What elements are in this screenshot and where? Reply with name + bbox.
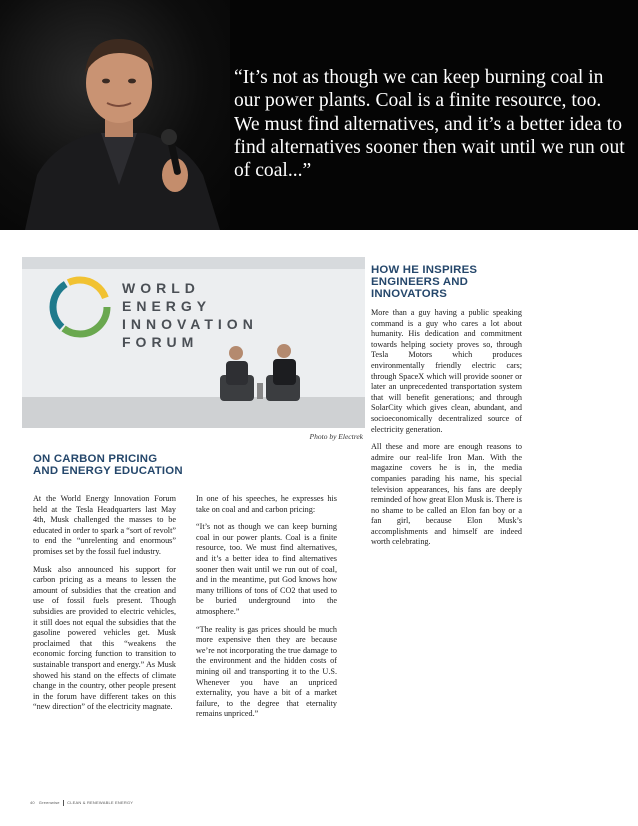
logo-line-1: WORLD	[122, 280, 200, 296]
hero-quote: “It’s not as though we can keep burning coal in our power plants. Coal is a finite resource, too. We must find alternatives, and it’s a better idea to find alternatives sooner then wait until we run out of coal...”	[234, 67, 625, 182]
section-name: CLEAN & RENEWABLE ENERGY	[67, 800, 134, 806]
paragraph: More than a guy having a public speaking command is a guy who cares a lot about humanity. His dedication and commitment towards helping society proves so, through Tesla Motors which produces environmentally friendly electric cars; through SpaceX which will provide sooner or later an unprecedented transportation system that will benefit generations; and through SolarCity which gives clean, abundant, and socioeconomically decentralized source of electricity generation.	[371, 308, 522, 434]
page-number: 40	[30, 800, 35, 806]
article-column-3	[371, 308, 522, 555]
section-heading-inspires: HOW HE INSPIRES ENGINEERS AND INNOVATORS	[371, 264, 478, 301]
section-heading-carbon-pricing: ON CARBON PRICING AND ENERGY EDUCATION	[33, 453, 183, 478]
article-column-1	[33, 494, 176, 720]
speaker-photo	[0, 0, 230, 230]
publication-name: Greenwise	[38, 800, 60, 806]
paragraph: Musk also announced his support for carbon pricing as a means to lessen the amount of subsidies that the creation and use of fossil fuels present. Though subsidies are provided to electric vehicles, it still does not equal the subsidies that the gasoline powered vehicles get. Musk proclaimed that this “weakens the economic forcing function to transition to sustainable transport and energy.” As Musk showed his stand on the effects of climate change in the country, other people present in the forum have different takes on this “new direction” of the electricity magnate.	[33, 564, 176, 712]
paragraph: All these and more are enough reasons to admire our real-life Iron Man. With the magazine covers he is in, the media companies parading his name, his special television appearances, his fans are deeply reminded of how great Elon Musk is. There is no shame to be called an Elon fan boy or a fan girl, because Elon Musk’s accomplishments and himself are indeed worth celebrating.	[371, 442, 522, 547]
article-column-2	[196, 494, 337, 727]
page-footer	[30, 800, 133, 806]
photo-credit: Photo by Electrek	[309, 432, 363, 441]
speaker-silhouette-icon	[15, 25, 225, 230]
hero-banner	[0, 0, 638, 230]
logo-line-2: ENERGY	[122, 298, 212, 314]
paragraph: “The reality is gas prices should be much more expensive then they are because we’re not incorporating the true damage to the environment and the hidden costs of mining oil and transporting it to the U.S. Whenever you have an unpriced externality, you have a bit of a market failure, to the degree that eternality remains unpriced.”	[196, 624, 337, 719]
paragraph: At the World Energy Innovation Forum held at the Tesla Headquarters last May 4th, Musk challenged the masses to be educated in order to spark a “sort of revolt” to end the “unrelenting and enormous” promises set by the fossil fuel industry.	[33, 494, 176, 556]
paragraph: In one of his speeches, he expresses his take on coal and and carbon pricing:	[196, 494, 337, 514]
logo-line-3: INNOVATION	[122, 316, 258, 332]
logo-line-4: FORUM	[122, 334, 199, 350]
footer-divider	[63, 800, 64, 806]
paragraph: “It’s not as though we can keep burning coal in our power plants. Coal is a finite resource, too. We must find alternatives, and it’s a better idea to find alternatives sooner then wait until we run out of coal, and in the meantime, put God knows how many trillions of tons of CO2 that used to be buried underground into the atmosphere.”	[196, 522, 337, 616]
forum-photo	[22, 257, 365, 428]
